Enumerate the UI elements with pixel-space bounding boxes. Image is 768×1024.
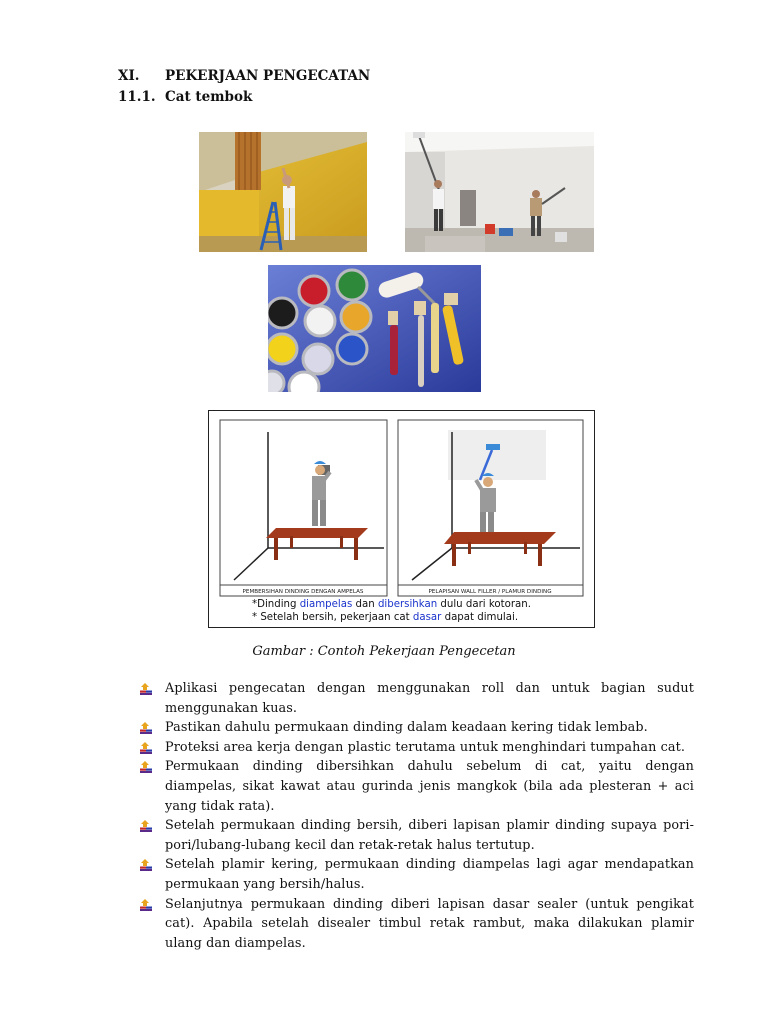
arrow-bullet-icon (140, 722, 152, 734)
bullet-item (140, 816, 694, 855)
illustration-wall-preparation (208, 410, 595, 628)
subsection-number: 11.1. (118, 89, 156, 105)
bullet-text: Aplikasi pengecatan dengan menggunakan roll dan untuk bagian sudut menggunakan kuas. (165, 681, 694, 716)
bullet-item (140, 738, 694, 758)
photo-paint-cans-brushes (268, 265, 481, 392)
bullet-list (140, 679, 694, 953)
bullet-text: Setelah permukaan dinding bersih, diberi lapisan plamir dinding supaya pori-pori/lubang-lubang kecil dan retak-retak halus tertutup. (165, 818, 694, 853)
bullet-text: Setelah plamir kering, permukaan dinding diampelas lagi agar mendapatkan permukaan yang bersih/halus. (165, 857, 694, 892)
bullet-text: Pastikan dahulu permukaan dinding dalam keadaan kering tidak lembab. (165, 720, 648, 736)
bullet-text: Selanjutnya permukaan dinding diberi lapisan dasar sealer (untuk pengikat cat). Apabila setelah disealer timbul retak rambut, maka dilakukan plamir ulang dan diampelas. (165, 896, 694, 951)
subsection-title: Cat tembok (165, 89, 253, 105)
arrow-bullet-icon (140, 761, 152, 773)
photo-painters-rollers (405, 132, 594, 252)
arrow-bullet-icon (140, 859, 152, 871)
section-title: PEKERJAAN PENGECATAN (165, 68, 371, 84)
panel-right-label: PELAPISAN WALL FILLER / PLAMUR DINDING (428, 589, 552, 595)
figure-caption: Gambar : Contoh Pekerjaan Pengecetan (252, 644, 516, 659)
arrow-bullet-icon (140, 820, 152, 832)
arrow-bullet-icon (140, 899, 152, 911)
subsection-heading (118, 89, 252, 105)
bullet-item (140, 718, 694, 738)
bullet-text: Permukaan dinding dibersihkan dahulu sebelum di cat, yaitu dengan diampelas, sikat kawat atau gurinda jenis mangkok (bila ada plesteran + aci yang tidak rata). (165, 759, 694, 814)
diagram-note-1: *Dinding diampelas dan dibersihkan dulu dari kotoran. (252, 599, 531, 610)
bullet-item (140, 757, 694, 816)
bullet-item (140, 679, 694, 718)
photo-painter-ladder (199, 132, 367, 252)
diagram-note-2: * Setelah bersih, pekerjaan cat dasar dapat dimulai. (252, 612, 519, 623)
bullet-item (140, 895, 694, 954)
bullet-item (140, 855, 694, 894)
arrow-bullet-icon (140, 742, 152, 754)
arrow-bullet-icon (140, 683, 152, 695)
bullet-text: Proteksi area kerja dengan plastic terutama untuk menghindari tumpahan cat. (165, 739, 686, 755)
section-number: XI. (118, 68, 140, 84)
panel-left-label: PEMBERSIHAN DINDING DENGAN AMPELAS (242, 589, 364, 595)
section-heading (118, 68, 370, 84)
